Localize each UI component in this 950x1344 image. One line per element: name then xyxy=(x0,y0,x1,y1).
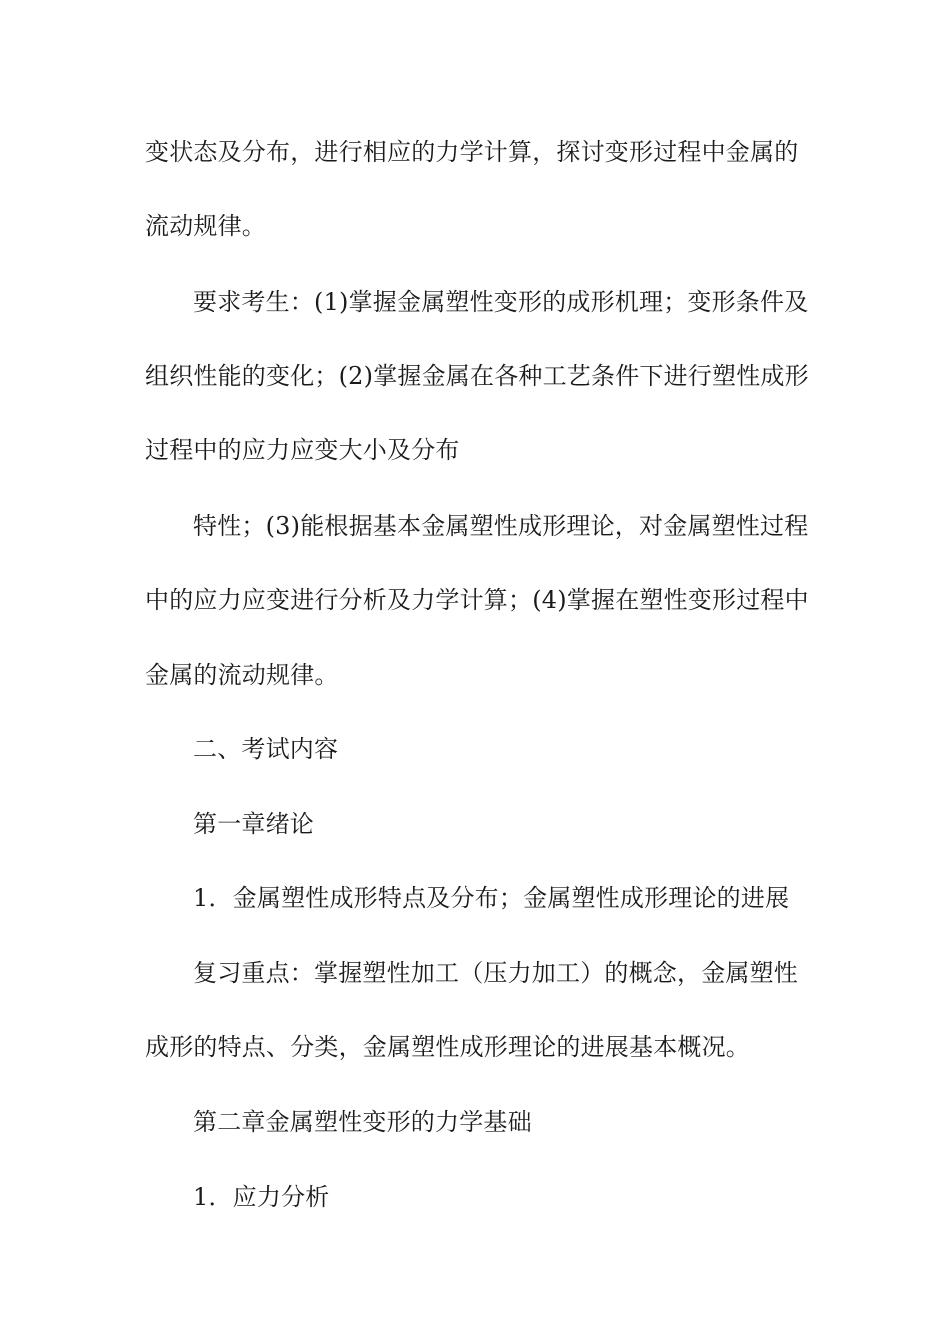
paragraph-line: 变状态及分布，进行相应的力学计算，探讨变形过程中金属的 xyxy=(145,138,799,166)
paragraph-line: 成形的特点、分类，金属塑性成形理论的进展基本概况。 xyxy=(145,1033,750,1061)
chapter-heading: 第二章金属塑性变形的力学基础 xyxy=(193,1108,532,1136)
list-item: 1．应力分析 xyxy=(193,1183,330,1211)
paragraph-line: 过程中的应力应变大小及分布 xyxy=(145,436,460,464)
paragraph-line: 中的应力应变进行分析及力学计算；(4)掌握在塑性变形过程中 xyxy=(145,586,809,614)
section-heading: 二、考试内容 xyxy=(193,735,339,763)
paragraph-line: 流动规律。 xyxy=(145,212,266,240)
paragraph-line: 特性；(3)能根据基本金属塑性成形理论，对金属塑性过程 xyxy=(193,512,809,540)
list-item: 1．金属塑性成形特点及分布；金属塑性成形理论的进展 xyxy=(193,884,790,912)
chapter-heading: 第一章绪论 xyxy=(193,810,314,838)
paragraph-line: 复习重点：掌握塑性加工（压力加工）的概念，金属塑性 xyxy=(193,959,798,987)
paragraph-line: 组织性能的变化；(2)掌握金属在各种工艺条件下进行塑性成形 xyxy=(145,362,809,390)
paragraph-line: 要求考生：(1)掌握金属塑性变形的成形机理；变形条件及 xyxy=(193,288,809,316)
paragraph-line: 金属的流动规律。 xyxy=(145,661,339,689)
